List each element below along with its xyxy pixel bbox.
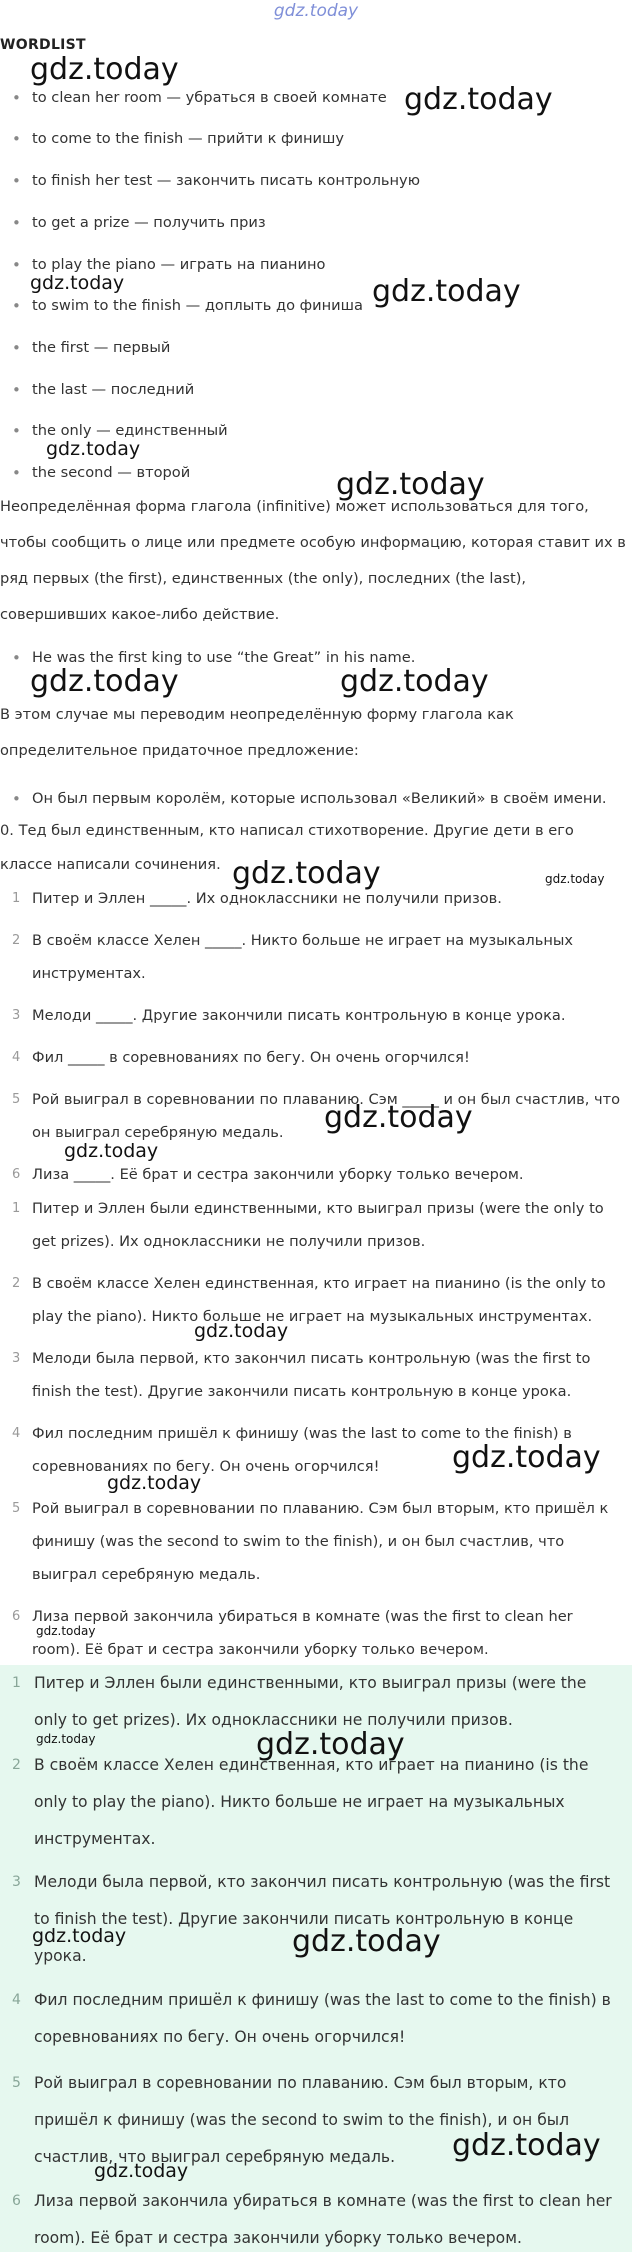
bullet-dot-icon: • [12, 214, 21, 232]
watermark: gdz.today [46, 438, 141, 460]
watermark: gdz.today [372, 274, 521, 309]
watermark: gdz.today [64, 1140, 159, 1162]
watermark: gdz.today [292, 1924, 441, 1959]
watermark: gdz.today [36, 1732, 96, 1746]
watermark: gdz.today [256, 1727, 405, 1762]
site-logo[interactable]: gdz.today [273, 1, 359, 21]
watermark: gdz.today [545, 872, 605, 886]
watermark: gdz.today [32, 1925, 127, 1947]
watermark: gdz.today [452, 1440, 601, 1475]
watermark: gdz.today [36, 1624, 96, 1638]
watermark: gdz.today [336, 467, 485, 502]
bullet-dot-icon: • [12, 297, 21, 315]
watermark: gdz.today [340, 664, 489, 699]
watermark: gdz.today [404, 82, 553, 117]
watermark: gdz.today [107, 1472, 202, 1494]
bullet-dot-icon: • [12, 422, 21, 440]
bullet-dot-icon: • [12, 339, 21, 357]
bullet-dot-icon: • [12, 89, 21, 107]
bullet-dot-icon: • [12, 381, 21, 399]
watermark: gdz.today [94, 2160, 189, 2182]
translation-note: В этом случае мы переводим неопределённую форму глагола как определительное придаточное предложение: [0, 706, 514, 759]
document-page: gdz.today WORDLIST • to clean her room — убраться в своей комнате • to come to the finish — прийти к финишу • to finish her test — закончить писать контрольную • to get a prize — получить приз • to play the piano — играть на пианино • to swim to the finish — доплыть до финиша • the first — первый • the last — последний • the only — единственный • the second — второй Неопределённая форма глагола (infinitive) может использоваться для того, чтобы сообщить о лице или предмете особую информацию, которая ставит их в ряд первых (the first), единственных (the only), последних (the last), совершивших какое-либо действие. • He was the first king to use “the Great” in his name. В этом случае мы переводим неопределённую форму глагола как определительное придаточное предложение: • Он был первым королём, которые использовал «Великий» в своём имени. 0. Тед был единственным, кто написал стихотворение. Другие дети в его классе написали сочинения. 1 Питер и Эллен _____. Их одноклассники не получили призов. 2 В своём классе Хелен _____. Никто больше не играет на музыкальных инструментах. 3 Мелоди _____. Другие закончили писать контрольную в конце урока. 4 Фил _____ в соревнованиях по бегу. Он очень огорчился! 5 Рой выиграл в соревновании по плаванию. Сэм _____ и он был счастлив, что он выиграл серебряную медаль. 6 Лиза _____. Её брат и сестра закончили уборку только вечером. 1 Питер и Эллен были единственными, кто выиграл призы (were the only to get prizes). Их одноклассники не получили призов. 2 В своём классе Хелен единственная, кто играет на пианино (is the only to play the piano). Никто больше не играет на музыкальных инструментах. 3 Мелоди была первой, кто закончил писать контрольную (was the first to finish the test). Другие закончили писать контрольную в конце урока. 4 Фил последним пришёл к финишу (was the last to come to the finish) в соревнованиях по бегу. Он очень огорчился! 5 Рой выиграл в соревновании по плаванию. Сэм был вторым, кто пришёл к финишу (was the second to swim to the finish), и он был счастлив, что выиграл серебряную медаль. 6 Лиза первой закончила убираться в комнате (was the first to clean her room). Её брат и сестра закончили уборку только вечером. 1 Питер и Эллен были единственными, кто выиграл призы (were the only to get prizes). Их одноклассники не получили призов. 2 В своём классе Хелен единственная, кто играет на пианино (is the only to play the piano). Никто больше не играет на музыкальных инструментах. 3 Мелоди была первой, кто закончил писать контрольную (was the first to finish the test). Другие закончили писать контрольную в конце урока. 4 Фил последним пришёл к финишу (was the last to come to the finish) в соревнованиях по бегу. Он очень огорчился! 5 Рой выиграл в соревновании по плаванию. Сэм был вторым, кто пришёл к финишу (was the second to swim to the finish), и он был счастлив, что выиграл серебряную медаль. 6 Лиза первой закончила убираться в комнате (was the first to clean her room). Её брат и сестра закончили уборку только вечером. gdz.today gdz.today gdz.today gdz.today gdz.today gdz.today gdz.today gdz.today gdz.today gdz.today gdz.today gdz.today gdz.today gdz.today gdz.today gdz.today gdz.today gdz.today gdz.today gdz.today gdz.today gdz.today [0, 0, 632, 2252]
watermark: gdz.today [232, 856, 381, 891]
bullet-dot-icon: • [12, 256, 21, 274]
bullet-dot-icon: • [12, 464, 21, 482]
watermark: gdz.today [30, 664, 179, 699]
watermark: gdz.today [30, 52, 179, 87]
bullet-dot-icon: • [12, 790, 21, 808]
bullet-dot-icon: • [12, 649, 21, 667]
grammar-explanation: Неопределённая форма глагола (infinitive) может использоваться для того, чтобы сообщить о лице или предмете особую информацию, которая ставит их в ряд первых (the first), единственных (the only), последних (the last), совершивших какое-либо действие. [0, 498, 626, 623]
wordlist-heading: WORDLIST [0, 37, 86, 53]
bullet-dot-icon: • [12, 130, 21, 148]
watermark: gdz.today [452, 2128, 601, 2163]
answers-highlight-box: 1 Питер и Эллен были единственными, кто выиграл призы (were the only to get prizes). Их одноклассники не получили призов. 2 В своём классе Хелен единственная, кто играет на пианино (is the only to play the piano). Никто больше не играет на музыкальных инструментах. 3 Мелоди была первой, кто закончил писать контрольную (was the first to finish the test). Другие закончили писать контрольную в конце урока. 4 Фил последним пришёл к финишу (was the last to come to the finish) в соревнованиях по бегу. Он очень огорчился! 5 Рой выиграл в соревновании по плаванию. Сэм был вторым, кто пришёл к финишу (was the second to swim to the finish), и он был счастлив, что выиграл серебряную медаль. 6 Лиза первой закончила убираться в комнате (was the first to clean her room). Её брат и сестра закончили уборку только вечером. [0, 1665, 632, 2252]
bullet-dot-icon: • [12, 172, 21, 190]
watermark: gdz.today [324, 1100, 473, 1135]
watermark: gdz.today [194, 1320, 289, 1342]
watermark: gdz.today [30, 272, 125, 294]
task-intro: 0. Тед был единственным, кто написал стихотворение. Другие дети в его классе написали сочинения. [0, 822, 574, 873]
